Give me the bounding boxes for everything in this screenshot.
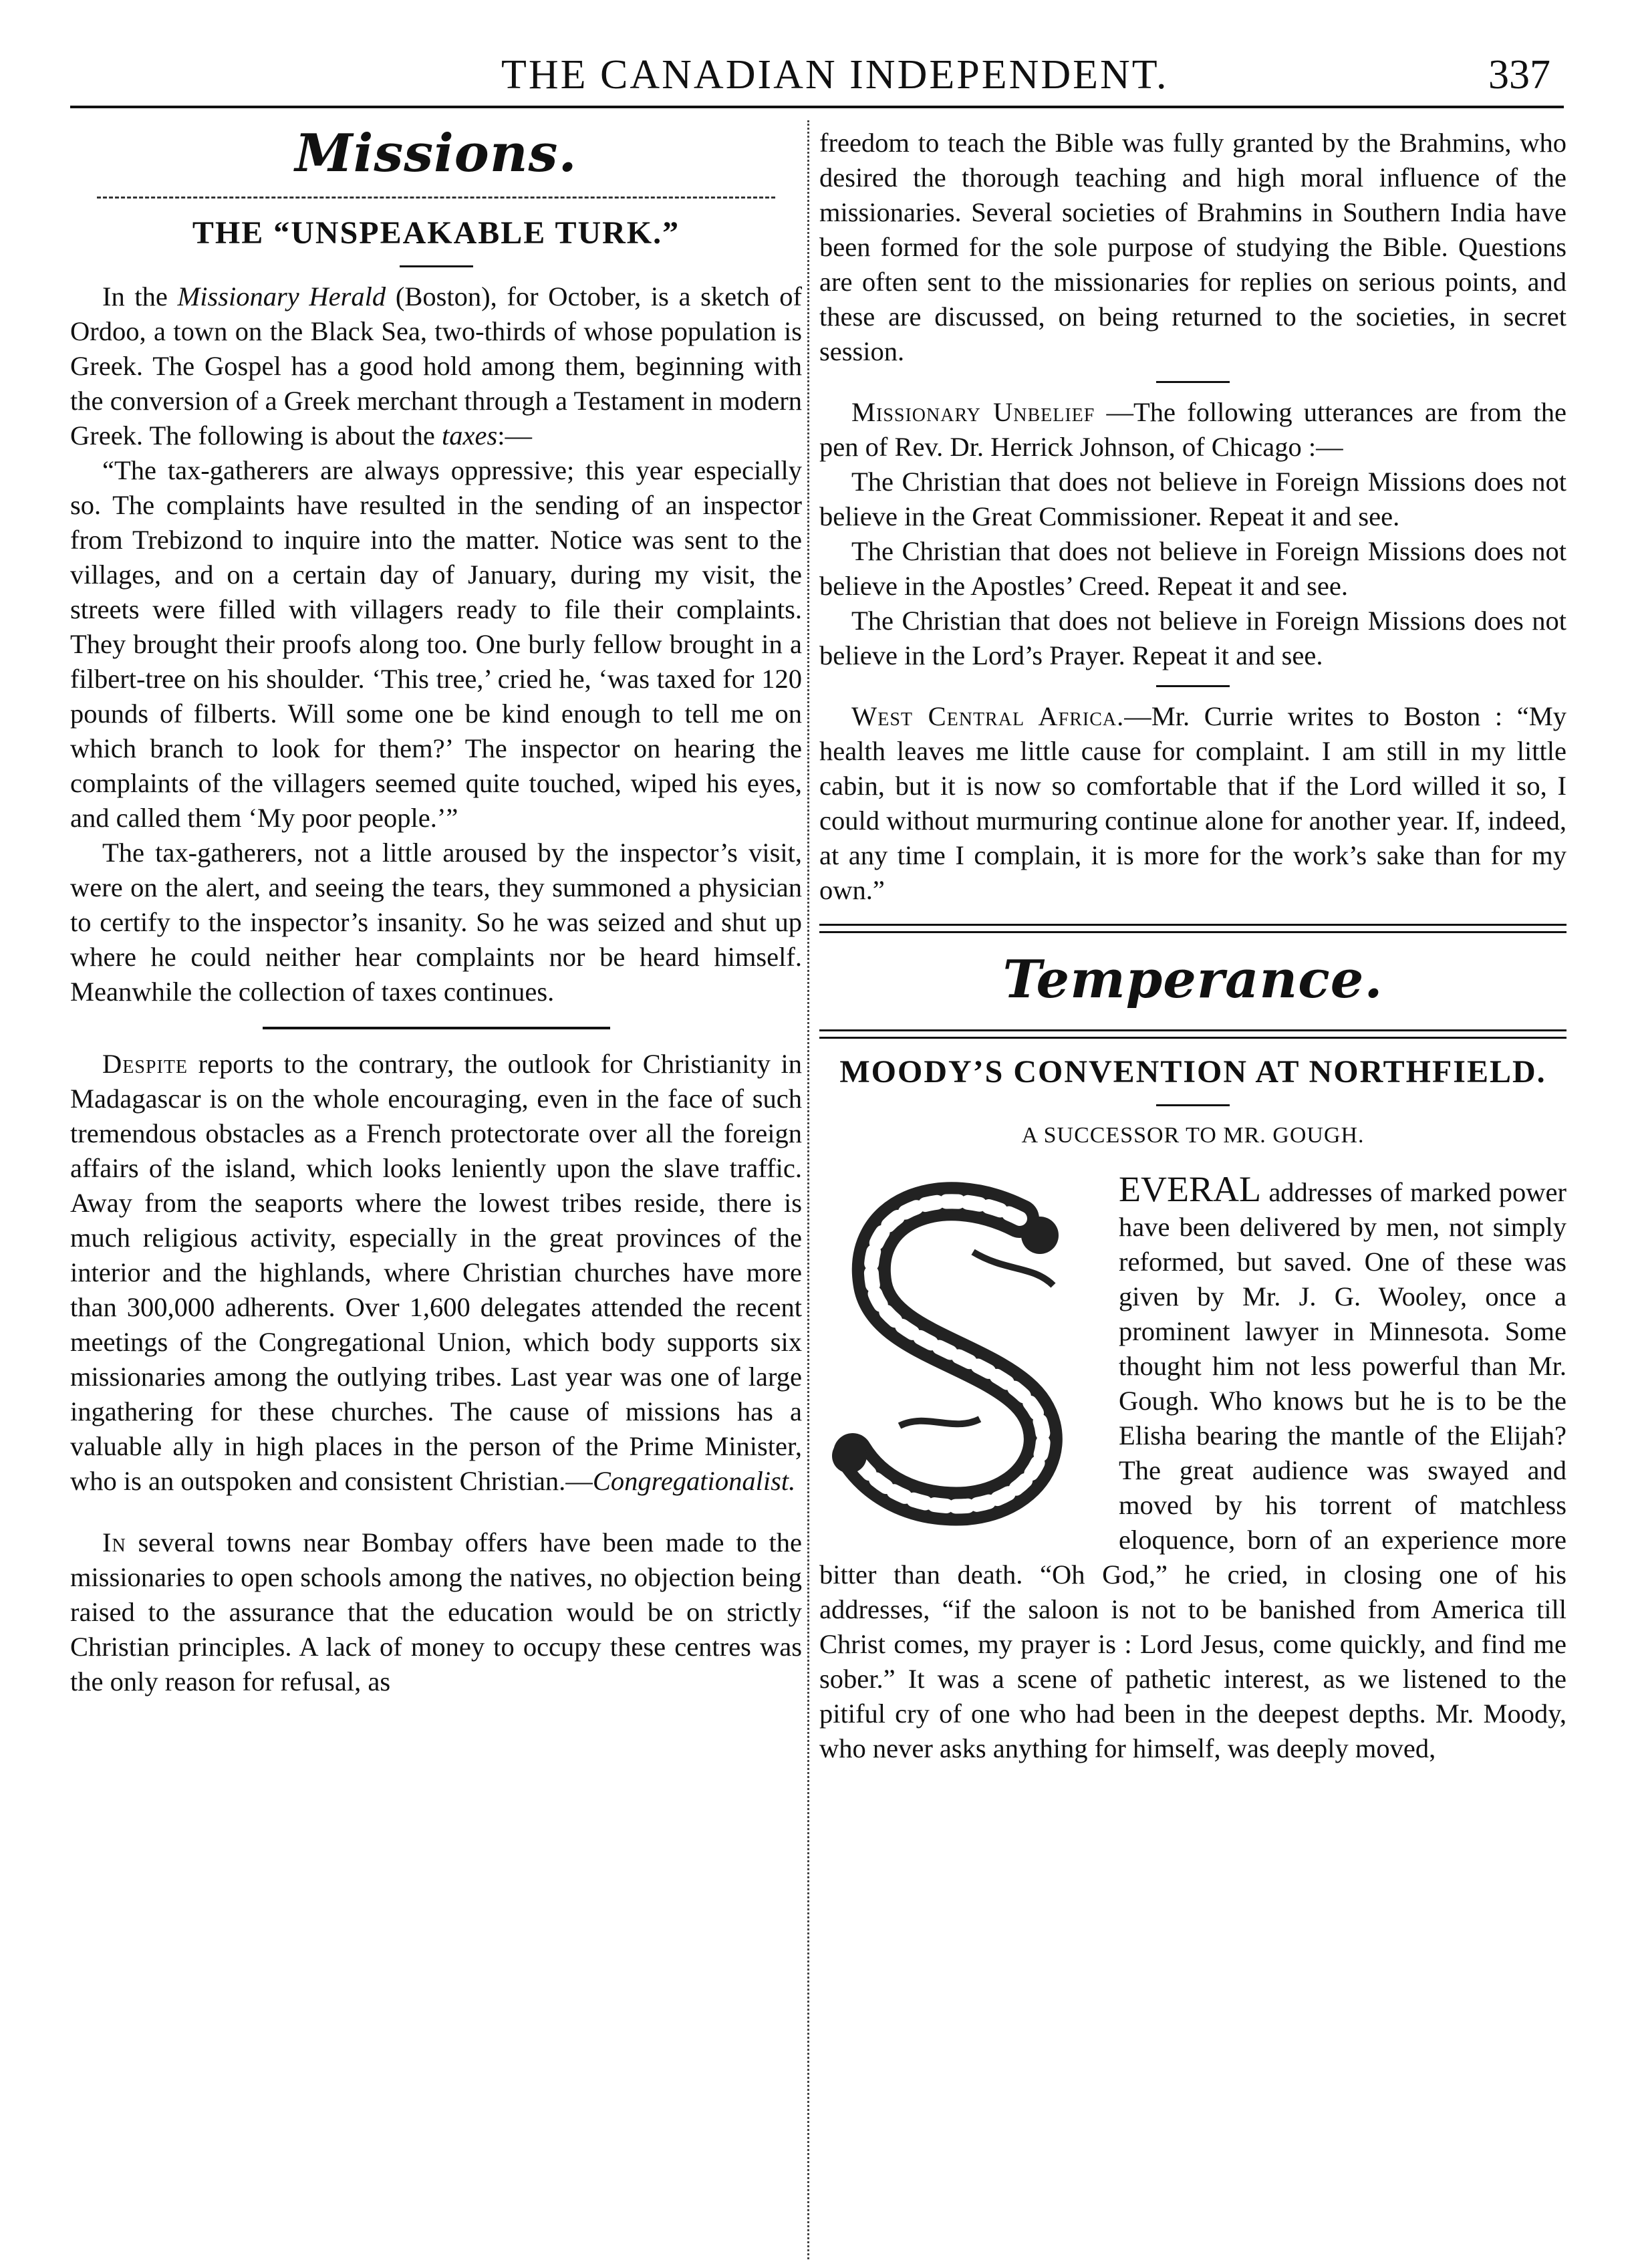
section-rule (97, 197, 775, 199)
turk-article-title: THE “UNSPEAKABLE TURK.” (192, 215, 680, 251)
unbelief-intro-paragraph: Missionary Unbelief —The following utterances are from the pen of Rev. Dr. Herrick Johnson, of Chicago :— (819, 397, 1566, 462)
moody-article-title: MOODY’S CONVENTION AT NORTHFIELD. (839, 1054, 1546, 1090)
article-separator (1156, 381, 1230, 383)
unbelief-paragraph-2: The Christian that does not believe in Foreign Missions does not believe in the Apostles’ Creed. Repeat it and see. (819, 536, 1566, 601)
article-separator (1156, 685, 1230, 687)
moody-subtitle: A SUCCESSOR TO MR. GOUGH. (1021, 1123, 1365, 1148)
moody-body-paragraph: EVERAL addresses of marked power have been delivered by men, not simply reformed, but saved. One of these was given by Mr. J. G. Wooley, once a prominent lawyer in Minnesota. Some thought him not less powerful than Mr. Gough. Who knows but he is to be the Elisha bearing the mantle of the Elijah? The great audience was swayed and moved by his torrent of matchless eloquence, born of an experience more bitter than death. “Oh God,” he cried, in closing one of his addresses, “if the saloon is not to be banished from America till Christ comes, my prayer is : Lord Jesus, come quickly, and find me sober.” It was a scene of pathetic interest, as we listened to the pitiful cry of one who had been in the deepest depths. Mr. Moody, who never asks anything for himself, was deeply moved, (819, 1169, 1566, 1763)
page-header (468, 48, 1550, 102)
title-rule (400, 265, 473, 267)
section-double-rule (819, 924, 1566, 933)
unbelief-paragraph-1: The Christian that does not believe in Foreign Missions does not believe in the Great Commissioner. Repeat it and see. (819, 467, 1566, 531)
section-double-rule (819, 1029, 1566, 1039)
bombay-continued-paragraph: freedom to teach the Bible was fully granted by the Brahmins, who desired the thorough teaching and high moral influence of the missionaries. Several societies of Brahmins in Southern India have been formed for the sole purpose of studying the Bible. Questions are often sent to the missionaries for replies on serious points, and these are discussed, on being returned to the societies, in secret session. (819, 128, 1566, 366)
turk-quote-paragraph: “The tax-gatherers are always oppressive; this year especially so. The complaints have resulted in the sending of an inspector from Trebizond to inquire into the matter. Notice was sent to the villages, and on a certain day of January, during my visit, the streets were filled with villagers ready to file their complaints. They brought their proofs along too. One burly fellow brought in a filbert-tree on his shoulder. ‘This tree,’ cried he, ‘was taxed for 120 pounds of filberts. Will some one be kind enough to tell me on which branch to look for them?’ The inspector on hearing the complaints of the villagers seemed quite touched, wiped his eyes, and called them ‘My poor people.’” (70, 455, 802, 833)
spacer (70, 1499, 802, 1525)
ornamental-dropcap-s-icon (819, 1172, 1107, 1536)
missions-section-title: Missions. (295, 123, 577, 184)
svg-text:S: S (960, 1384, 966, 1395)
page-number: 337 (1488, 52, 1550, 98)
journal-title: THE CANADIAN INDEPENDENT. (501, 52, 1169, 98)
unbelief-paragraph-3: The Christian that does not believe in Foreign Missions does not believe in the Lord’s Prayer. Repeat it and see. (819, 606, 1566, 670)
africa-paragraph: West Central Africa.—Mr. Currie writes to Boston : “My health leaves me little cause for complaint. I am still in my little cabin, but it is now so comfortable that if the Lord willed it so, I could without murmuring continue alone for another year. If, indeed, at any time I complain, it is more for the work’s sake than for my own.” (819, 701, 1566, 905)
turk-closing-paragraph: The tax-gatherers, not a little aroused by the inspector’s visit, were on the alert, and seeing the tears, they summoned a physician to certify to the inspector’s insanity. So he was seized and shut up where he could neither hear complaints nor be heard himself. Meanwhile the collection of taxes continues. (70, 838, 802, 1007)
temperance-section-title: Temperance. (1002, 949, 1383, 1010)
madagascar-paragraph: Despite reports to the contrary, the outlook for Christianity in Madagascar is on the whole encouraging, even in the face of such tremendous obstacles as a French protectorate over all the foreign affairs of the island, which looks leniently upon the slave traffic. Away from the seaports where the lowest tribes reside, there is much religious activity, especially in the great provinces of the interior and the highlands, where Christian churches have more than 300,000 adherents. Over 1,600 delegates attended the recent meetings of the Congregational Union, which body supports six missionaries among the outlying tribes. Last year was one of large ingathering for these churches. The cause of missions has a valuable ally in high places in the person of the Prime Minister, who is an outspoken and consistent Christian.—Congregationalist. (70, 1049, 802, 1496)
header-rule (70, 106, 1564, 108)
title-rule (1156, 1104, 1230, 1106)
column-divider (807, 120, 809, 2259)
turk-intro-paragraph: In the Missionary Herald (Boston), for October, is a sketch of Ordoo, a town on the Black Sea, two-thirds of whose population is Greek. The Gospel has a good hold among them, beginning with the conversion of a Greek merchant through a Testament in modern Greek. The following is about the taxes:— (70, 281, 803, 451)
left-column (70, 120, 802, 1699)
bombay-paragraph: In several towns near Bombay offers have been made to the missionaries to open schools among the natives, no objection being raised to the assurance that the education would be on strictly Christian principles. A lack of money to occupy these centres was the only reason for refusal, as (70, 1527, 802, 1696)
right-column (819, 126, 1566, 1766)
article-separator (263, 1027, 610, 1029)
